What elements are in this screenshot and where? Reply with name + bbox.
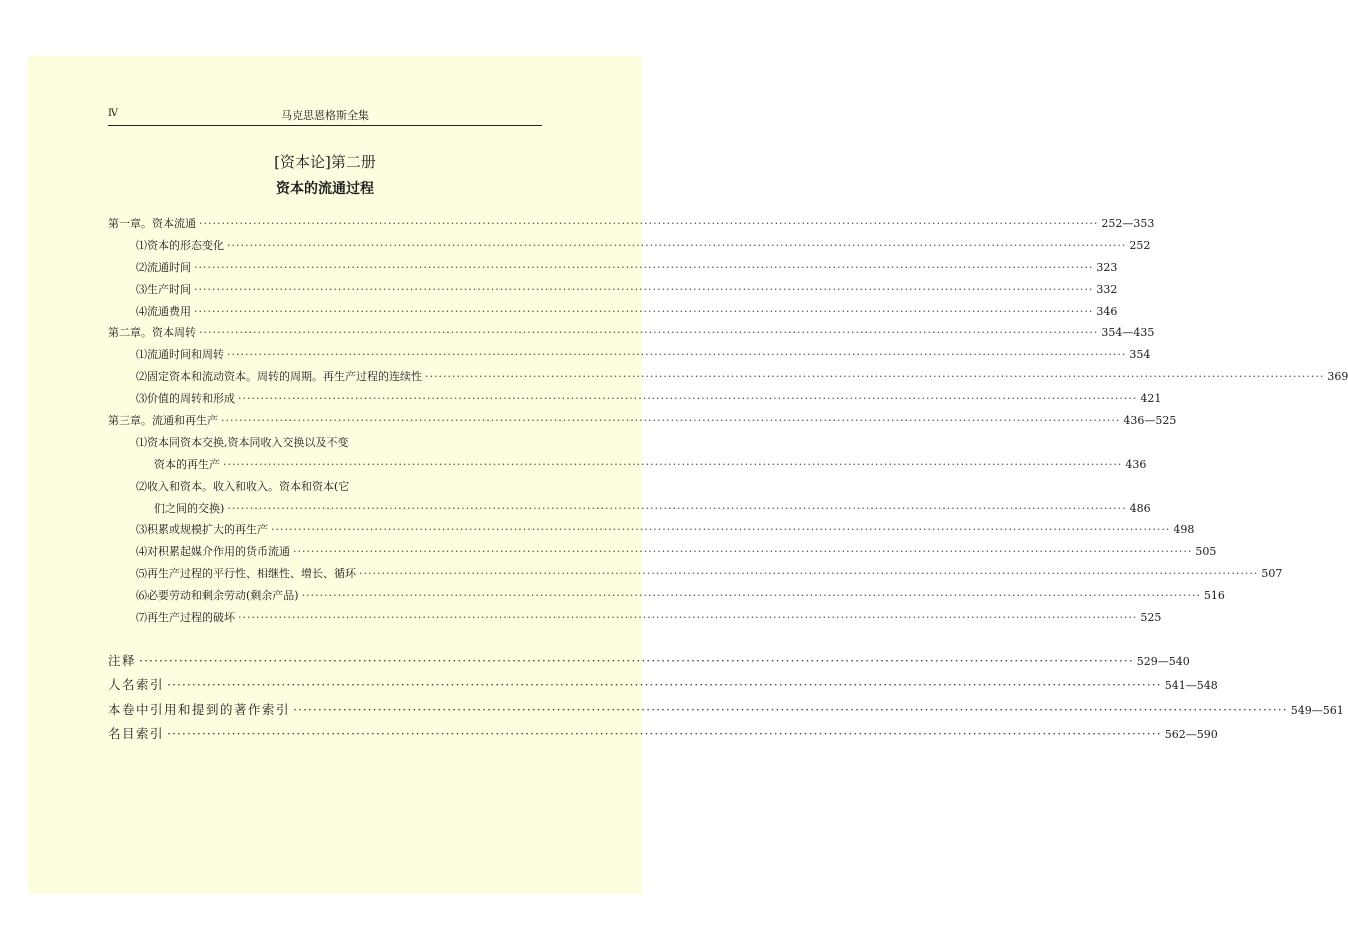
toc-entry-pages: 332	[1096, 282, 1118, 296]
toc-entry	[108, 279, 1118, 301]
toc-entry-pages: 346	[1096, 304, 1118, 318]
dot-leader: ········································································································································································································	[227, 501, 1127, 515]
dot-leader: ········································································································································································································	[238, 611, 1138, 625]
toc-entry-label: ⑶生产时间	[136, 282, 191, 296]
table-of-contents	[108, 213, 1348, 746]
toc-entry-label: ⑵收入和资本。收入和收入。资本和资本(它	[136, 479, 350, 493]
toc-entry	[108, 410, 1177, 432]
dot-leader: ········································································································································································································	[227, 238, 1127, 252]
dot-leader: ········································································································································································································	[293, 701, 1288, 717]
toc-entry	[108, 322, 1155, 344]
toc-entry-label: ⑹必要劳动和剩余劳动(剩余产品)	[136, 589, 299, 603]
toc-entry	[108, 649, 1190, 673]
dot-leader: ········································································································································································································	[199, 217, 1099, 230]
toc-entry-label: 注释	[108, 652, 137, 668]
toc-entry-label: 本卷中引用和提到的著作索引	[108, 701, 291, 717]
toc-entry-pages: 562—590	[1164, 728, 1218, 742]
dot-leader: ········································································································································································································	[271, 523, 1171, 537]
toc-entry	[108, 454, 1147, 476]
subtitle: 资本的流通过程	[276, 181, 374, 197]
toc-entry	[108, 432, 542, 454]
toc-entry-pages: 525	[1140, 611, 1162, 625]
toc-entry-label: ⑶价值的周转和形成	[136, 392, 235, 406]
series-title: 马克思恩格斯全集	[281, 109, 369, 122]
toc-entry-pages: 252	[1129, 238, 1151, 252]
toc-entry-label: ⑷流通费用	[136, 304, 191, 318]
toc-entry	[108, 585, 1225, 607]
toc-entry	[108, 498, 1151, 520]
toc-entry-pages: 505	[1195, 545, 1217, 559]
toc-entry-label: ⑸再生产过程的平行性、相继性、增长、循环	[136, 567, 356, 581]
toc-entry-label: 人名索引	[108, 677, 165, 693]
toc-entry-label: 第三章。流通和再生产	[108, 414, 218, 428]
toc-entry	[108, 344, 1151, 366]
toc-entry-pages: 369	[1327, 370, 1348, 384]
toc-entry	[108, 257, 1118, 279]
toc-entry	[108, 366, 1348, 388]
toc-entry-pages: 436—525	[1123, 414, 1177, 428]
appendix-list	[108, 649, 1344, 747]
dot-leader: ········································································································································································································	[227, 348, 1127, 362]
toc-entry-label: 名目索引	[108, 726, 165, 742]
toc-entry-pages: 529—540	[1136, 654, 1190, 668]
toc-entry-label: ⑺再生产过程的破坏	[136, 611, 235, 625]
toc-entry	[108, 673, 1218, 697]
dot-leader: ········································································································································································································	[194, 260, 1094, 274]
toc-entry-label: ⑵固定资本和流动资本。周转的周期。再生产过程的连续性	[136, 370, 422, 384]
dot-leader: ········································································································································································································	[167, 726, 1162, 742]
toc-entry-label: ⑴资本同资本交换,资本同收入交换以及不变	[136, 435, 349, 449]
dot-leader: ········································································································································································································	[238, 392, 1138, 406]
toc-entry	[108, 519, 1195, 541]
dot-leader: ········································································································································································································	[194, 304, 1094, 318]
toc-entry	[108, 607, 1162, 629]
toc-entry-pages: 486	[1129, 501, 1151, 515]
toc-entry-label: ⑴流通时间和周转	[136, 348, 224, 362]
toc-entry	[108, 541, 1217, 563]
toc-entry-label: 第一章。资本流通	[108, 217, 196, 230]
running-header	[108, 105, 542, 126]
toc-entry-pages: 252—353	[1101, 217, 1155, 230]
toc-entry	[108, 698, 1344, 722]
dot-leader: ········································································································································································································	[167, 677, 1162, 693]
toc-entry-label: ⑷对积累起媒介作用的货币流通	[136, 545, 290, 559]
toc-entry-label: 第二章。资本周转	[108, 326, 196, 340]
toc-entry-pages: 549—561	[1290, 703, 1344, 717]
toc-entry-pages: 421	[1140, 392, 1162, 406]
dot-leader: ········································································································································································································	[194, 282, 1094, 296]
spacer	[108, 629, 542, 649]
toc-entry-pages: 541—548	[1164, 679, 1218, 693]
volume-title: [资本论]第二册	[274, 153, 376, 171]
page-number: Ⅳ	[108, 108, 118, 119]
toc-entry	[108, 563, 1283, 585]
toc-entry-pages: 498	[1173, 523, 1195, 537]
dot-leader: ········································································································································································································	[221, 414, 1121, 428]
toc-entry	[108, 722, 1218, 746]
toc-entry-label: 们之间的交换)	[154, 501, 225, 515]
toc-entry-pages: 507	[1261, 567, 1283, 581]
toc-entry	[108, 476, 542, 498]
dot-leader: ········································································································································································································	[425, 370, 1325, 384]
toc-entry-label: 资本的再生产	[154, 457, 220, 471]
toc-entry	[108, 388, 1162, 410]
dot-leader: ········································································································································································································	[293, 545, 1193, 559]
toc-entry	[108, 235, 1151, 257]
dot-leader: ········································································································································································································	[223, 457, 1123, 471]
toc-entry-pages: 516	[1203, 589, 1225, 603]
dot-leader: ········································································································································································································	[359, 567, 1259, 581]
toc-entry-pages: 354	[1129, 348, 1151, 362]
dot-leader: ········································································································································································································	[301, 589, 1201, 603]
dot-leader: ········································································································································································································	[199, 326, 1099, 340]
dot-leader: ········································································································································································································	[139, 652, 1134, 668]
toc-entry-pages: 436	[1125, 457, 1147, 471]
toc-entry-label: ⑶积累或规模扩大的再生产	[136, 523, 268, 537]
toc-entry-label: ⑵流通时间	[136, 260, 191, 274]
chapter-list	[108, 213, 1348, 629]
toc-entry	[108, 301, 1118, 323]
toc-entry-pages: 323	[1096, 260, 1118, 274]
toc-entry-pages: 354—435	[1101, 326, 1155, 340]
toc-entry-label: ⑴资本的形态变化	[136, 238, 224, 252]
toc-entry	[108, 213, 1155, 235]
